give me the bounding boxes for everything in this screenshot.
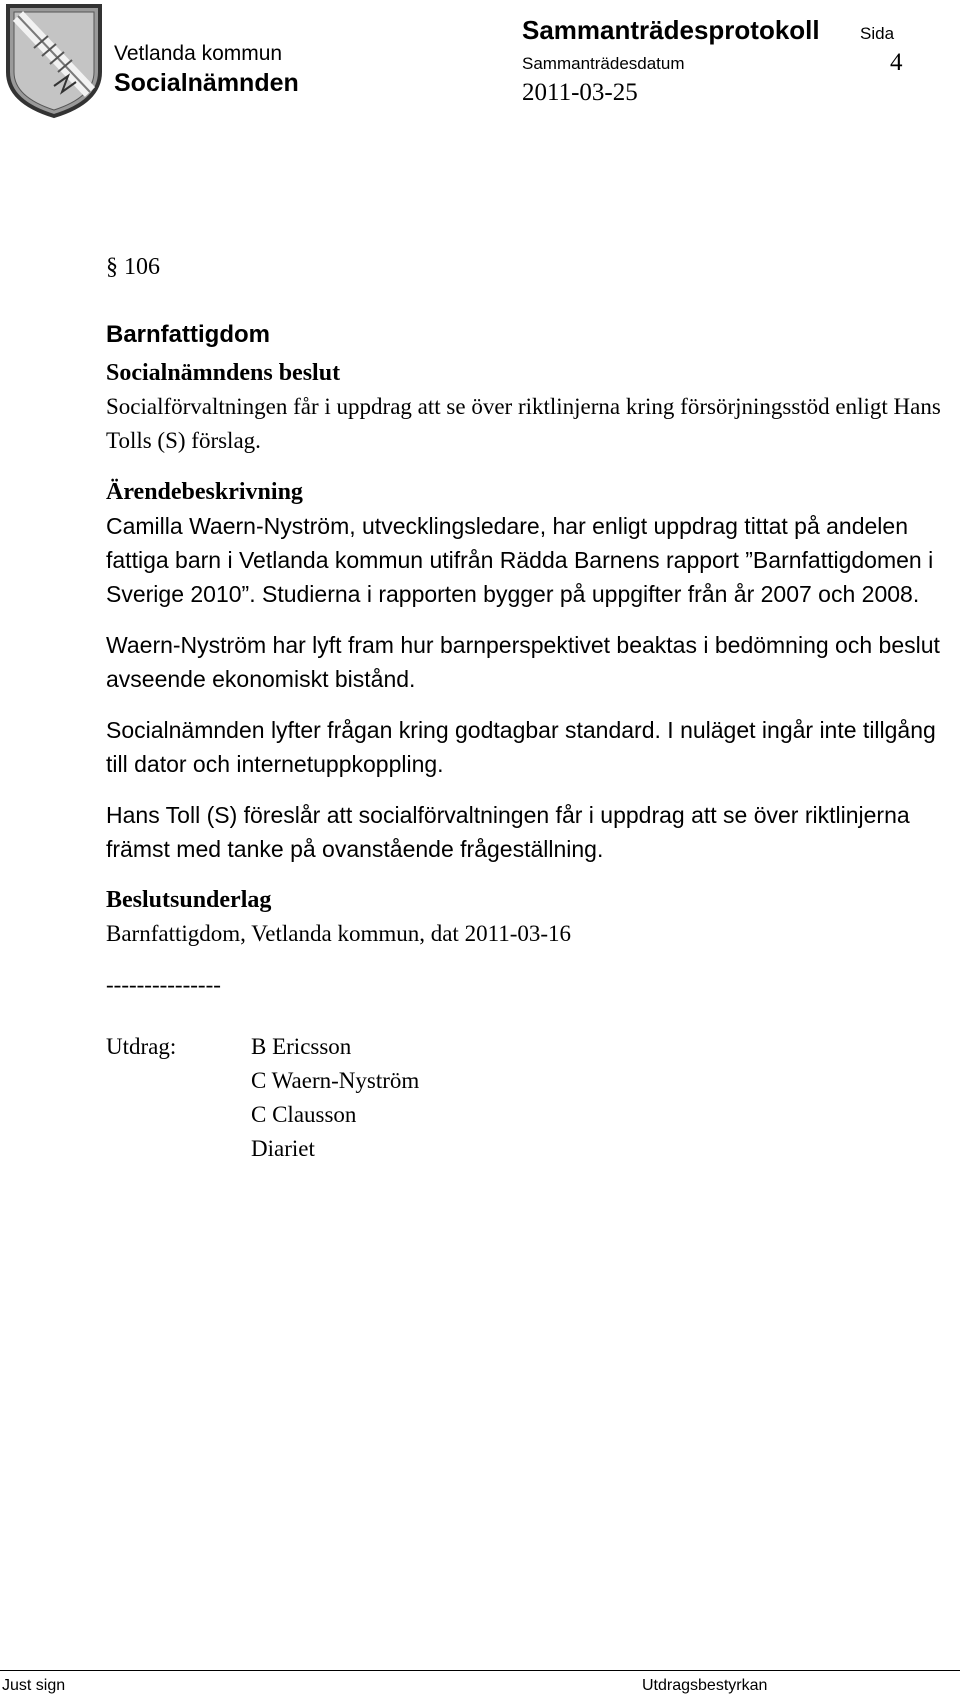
decision-text: Socialförvaltningen får i uppdrag att se över riktlinjerna kring försörjningsstöd enligt Hans Tolls (S) förslag.: [106, 394, 941, 453]
protocol-body: [106, 250, 946, 1166]
page-label: Sida: [860, 24, 895, 43]
footer-divider: [0, 1670, 960, 1671]
section-number: § 106: [106, 254, 160, 280]
distribution-block: [106, 1030, 946, 1166]
distribution-item: B Ericsson: [251, 1034, 352, 1059]
basis-text: Barnfattigdom, Vetlanda kommun, dat 2011-03-16: [106, 921, 572, 946]
doc-title: Sammanträdesprotokoll: [522, 15, 820, 45]
description-paragraph: Waern-Nyström har lyft fram hur barnperspektivet beaktas i bedömning och beslut avseende ekonomiskt bistånd.: [106, 632, 940, 692]
description-paragraph: Hans Toll (S) föreslår att socialförvaltningen får i uppdrag att se över riktlinjerna främst med tanke på ovanstående frågeställning.: [106, 802, 910, 862]
board-name: Socialnämnden: [114, 69, 299, 97]
footer-signature-label: Just sign: [2, 1677, 66, 1694]
page-number: 4: [890, 49, 903, 76]
decision-heading: Socialnämndens beslut: [106, 360, 341, 386]
description-paragraph: Socialnämnden lyfter frågan kring godtagbar standard. I nuläget ingår inte tillgång till dator och internetuppkoppling.: [106, 717, 936, 777]
meeting-date-label: Sammanträdesdatum: [522, 54, 685, 73]
separator-line: ---------------: [106, 972, 221, 997]
footer-certification-label: Utdragsbestyrkan: [642, 1677, 768, 1694]
distribution-item: C Clausson: [251, 1102, 357, 1127]
description-paragraph: Camilla Waern-Nyström, utvecklingsledare, har enligt uppdrag tittat på andelen fattiga barn i Vetlanda kommun utifrån Rädda Barnens rapport ”Barnfattigdomen i Sverige 2010”. Studierna i rapporten bygger på uppgifter från år 2007 och 2008.: [106, 513, 934, 607]
distribution-item: Diariet: [251, 1136, 315, 1161]
distribution-list: [251, 1030, 419, 1166]
section-title: Barnfattigdom: [106, 321, 270, 348]
org-name: Vetlanda kommun: [114, 42, 283, 65]
meeting-date: 2011-03-25: [522, 79, 638, 106]
distribution-item: C Waern-Nyström: [251, 1068, 420, 1093]
description-heading: Ärendebeskrivning: [106, 479, 303, 505]
distribution-label: Utdrag:: [106, 1034, 177, 1059]
basis-heading: Beslutsunderlag: [106, 887, 272, 913]
coat-of-arms-icon: [4, 2, 130, 120]
